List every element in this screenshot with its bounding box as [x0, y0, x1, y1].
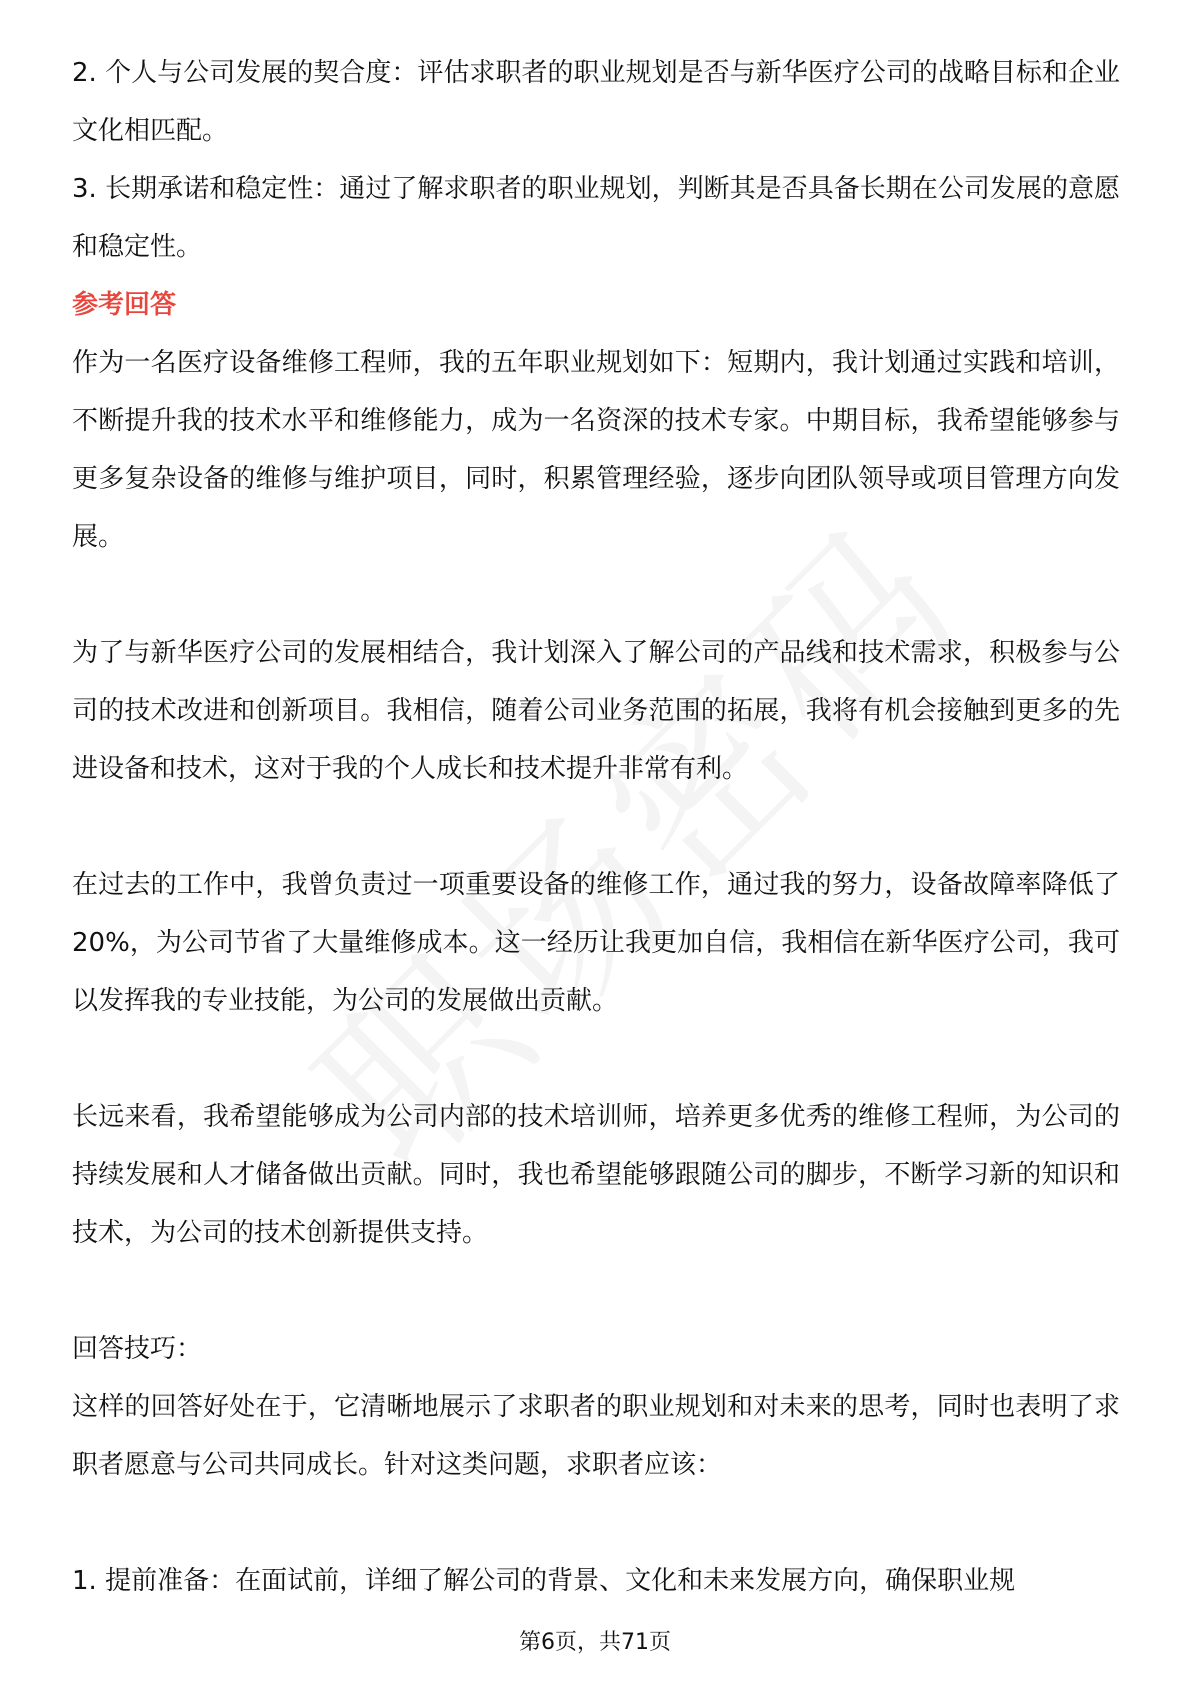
tips-heading: 回答技巧： — [72, 1334, 203, 1364]
paragraph-spacer — [72, 1030, 1120, 1088]
evaluation-point-3: 3. 长期承诺和稳定性：通过了解求职者的职业规划，判断其是否具备长期在公司发展的意愿和稳定性。 — [72, 174, 1120, 262]
answer-paragraph-2: 为了与新华医疗公司的发展相结合，我计划深入了解公司的产品线和技术需求，积极参与公司的技术改进和创新项目。我相信，随着公司业务范围的拓展，我将有机会接触到更多的先进设备和技术，这对于我的个人成长和技术提升非常有利。 — [72, 638, 1120, 784]
answer-paragraph-4: 长远来看，我希望能够成为公司内部的技术培训师，培养更多优秀的维修工程师，为公司的持续发展和人才储备做出贡献。同时，我也希望能够跟随公司的脚步，不断学习新的知识和技术，为公司的技术创新提供支持。 — [72, 1102, 1120, 1248]
answer-paragraph-1: 作为一名医疗设备维修工程师，我的五年职业规划如下：短期内，我计划通过实践和培训，不断提升我的技术水平和维修能力，成为一名资深的技术专家。中期目标，我希望能够参与更多复杂设备的维修与维护项目，同时，积累管理经验，逐步向团队领导或项目管理方向发展。 — [72, 348, 1120, 552]
paragraph-spacer — [72, 1494, 1120, 1552]
evaluation-point-2: 2. 个人与公司发展的契合度：评估求职者的职业规划是否与新华医疗公司的战略目标和企业文化相匹配。 — [72, 58, 1120, 146]
document-body — [72, 44, 1120, 1610]
paragraph-spacer — [72, 798, 1120, 856]
tips-paragraph: 这样的回答好处在于，它清晰地展示了求职者的职业规划和对未来的思考，同时也表明了求职者愿意与公司共同成长。针对这类问题，求职者应该： — [72, 1392, 1120, 1480]
paragraph-spacer — [72, 1262, 1120, 1320]
paragraph-spacer — [72, 566, 1120, 624]
tips-item-1: 1. 提前准备：在面试前，详细了解公司的背景、文化和未来发展方向，确保职业规 — [72, 1566, 1016, 1596]
reference-answer-heading: 参考回答 — [72, 290, 177, 320]
answer-paragraph-3: 在过去的工作中，我曾负责过一项重要设备的维修工作，通过我的努力，设备故障率降低了20%，为公司节省了大量维修成本。这一经历让我更加自信，我相信在新华医疗公司，我可以发挥我的专业技能，为公司的发展做出贡献。 — [72, 870, 1120, 1016]
page-footer: 第6页，共71页 — [519, 1630, 671, 1655]
